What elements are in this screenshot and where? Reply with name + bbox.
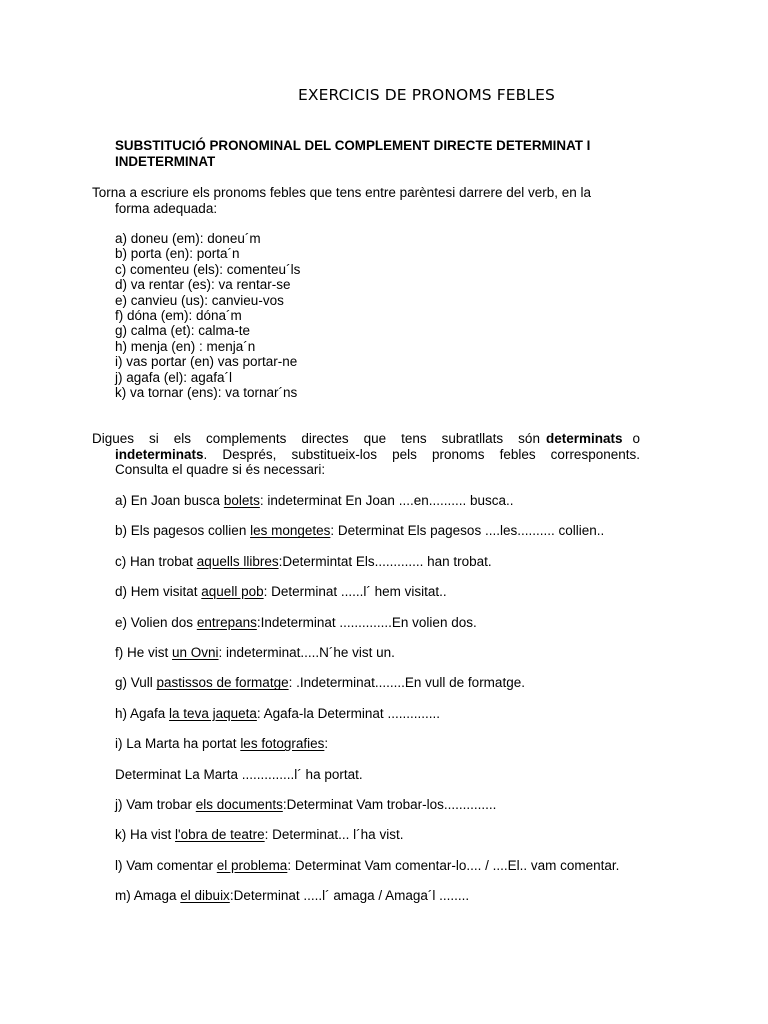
instruction-2-text-1: Digues si els complements directes que tens subratllats són [92, 431, 540, 446]
list-item: a) doneu (em): doneu´m [115, 231, 261, 246]
list-item [115, 736, 675, 766]
list-item [115, 827, 675, 857]
instruction-2-text-3: . Després, substitueix-los pels pronoms febles corresponents. [203, 446, 640, 462]
instruction-2-line-2 [92, 447, 640, 463]
item-text: b) Els pagesos collien [115, 523, 251, 539]
instruction-2-text-2: o [632, 431, 640, 446]
list-item [115, 615, 675, 645]
list-item: h) menja (en) : menja´n [115, 338, 256, 354]
underlined-complement: els documents [195, 796, 283, 812]
list-item [115, 706, 675, 736]
item-text: e) Volien dos [115, 614, 197, 630]
list-item: d) va rentar (es): va rentar-se [115, 277, 291, 293]
instruction-1-line-2: forma adequada: [115, 200, 218, 216]
item-answer: : Determinat Els pagesos ....les.......... collien.. [330, 523, 605, 539]
item-answer: :Determintat Els............. han trobat. [278, 553, 492, 569]
list-item [115, 584, 675, 614]
item-text: d) Hem visitat [115, 584, 202, 600]
list-item: f) dóna (em): dóna´m [115, 308, 242, 324]
item-text: h) Agafa [115, 705, 170, 721]
item-text: i) La Marta ha portat [115, 736, 241, 752]
item-text: Determinat La Marta ..............l´ ha portat. [115, 766, 363, 782]
item-answer: : .Indeterminat........En vull de formatge. [288, 675, 525, 691]
list-item [115, 797, 675, 827]
underlined-complement: el dibuix [180, 888, 230, 904]
list-item [115, 888, 675, 918]
item-text: j) Vam trobar [115, 796, 196, 812]
item-answer: : Determinat ......l´ hem visitat.. [263, 584, 447, 600]
item-answer: :Indeterminat ..............En volien dos. [256, 614, 477, 630]
underlined-complement: aquells llibres [196, 553, 279, 569]
underlined-complement: bolets [223, 493, 260, 508]
exercise-2-list [115, 493, 675, 918]
list-item [115, 645, 675, 675]
underlined-complement: el problema [216, 857, 288, 873]
item-answer: : indeterminat.....N´he vist un. [218, 644, 395, 660]
instruction-1-line-1: Torna a escriure els pronoms febles que tens entre parèntesi darrere del verb, en la [92, 185, 592, 200]
list-item: c) comenteu (els): comenteu´ls [115, 261, 301, 277]
list-item [115, 554, 675, 584]
instruction-1 [92, 185, 652, 216]
item-answer: : Determinat Vam comentar-lo.... / ....El.. vam comentar. [287, 857, 620, 873]
list-item [115, 675, 675, 705]
underlined-complement: l'obra de teatre [175, 827, 265, 843]
underlined-complement: la teva jaqueta [169, 705, 257, 721]
underlined-complement: les mongetes [250, 523, 331, 539]
list-item [115, 858, 675, 888]
item-answer: : [324, 736, 329, 752]
item-text: m) Amaga [115, 888, 181, 904]
item-answer: : Agafa-la Determinat .............. [256, 705, 440, 721]
underlined-complement: les fotografies [240, 736, 325, 752]
list-item: k) va tornar (ens): va tornar´ns [115, 385, 298, 401]
instruction-2 [92, 431, 640, 478]
list-item: e) canvieu (us): canvieu-vos [115, 292, 284, 308]
instruction-2-line-3: Consulta el quadre si és necessari: [115, 462, 326, 477]
list-item: b) porta (en): porta´n [115, 246, 240, 262]
list-item: j) agafa (el): agafa´l [115, 369, 233, 385]
item-text: f) He vist [115, 644, 173, 660]
list-item [115, 523, 675, 553]
item-answer: :Determinat Vam trobar-los.............. [282, 796, 497, 812]
item-text: l) Vam comentar [115, 857, 217, 873]
underlined-complement: un Ovni [172, 644, 219, 660]
item-text: g) Vull [115, 675, 157, 691]
underlined-complement: entrepans [196, 614, 257, 630]
list-item [115, 767, 675, 797]
instruction-2-bold-1: determinats [545, 431, 623, 446]
item-answer: : Determinat... l´ha vist. [264, 827, 404, 843]
item-text: k) Ha vist [115, 827, 176, 843]
page-title: EXERCICIS DE PRONOMS FEBLES [298, 86, 555, 104]
item-answer: :Determinat .....l´ amaga / Amaga´l ........ [229, 888, 470, 904]
list-item [115, 493, 675, 523]
exercise-1-list [115, 231, 615, 400]
underlined-complement: aquell pob [201, 584, 264, 600]
list-item: g) calma (et): calma-te [115, 323, 251, 339]
list-item: i) vas portar (en) vas portar-ne [115, 354, 298, 370]
instruction-2-bold-2: indeterminats [115, 446, 204, 462]
item-answer: : indeterminat En Joan ....en.......... busca.. [259, 493, 514, 508]
item-text: c) Han trobat [115, 553, 197, 569]
section-subtitle: SUBSTITUCIÓ PRONOMINAL DEL COMPLEMENT DIRECTE DETERMINAT I INDETERMINAT [115, 138, 591, 169]
underlined-complement: pastissos de formatge [156, 675, 289, 691]
item-text: a) En Joan busca [115, 493, 224, 508]
instruction-2-line-1 [92, 431, 640, 447]
